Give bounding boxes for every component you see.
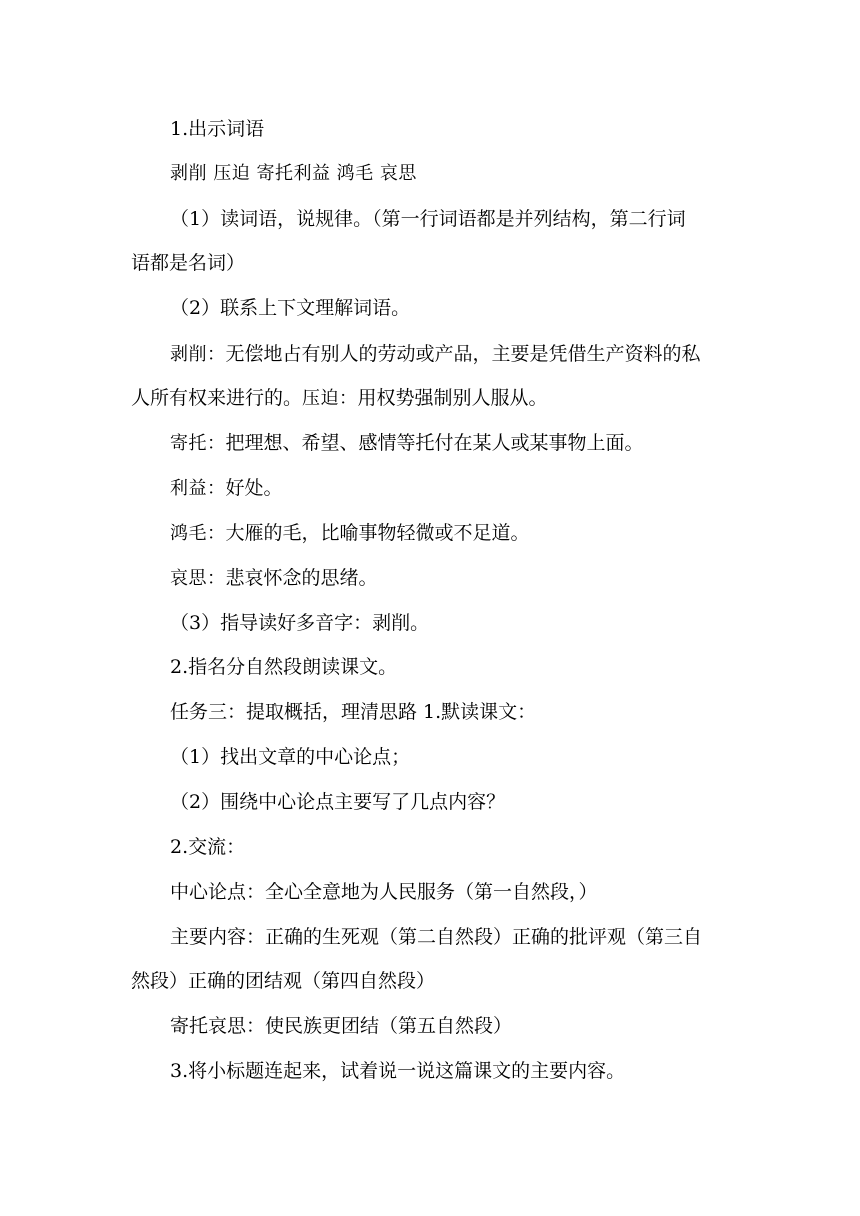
- definition-liyi-text: 好处。: [225, 477, 283, 499]
- term-jituo: 寄托：: [170, 433, 226, 454]
- paragraph-main-content-line1: 主要内容：正确的生死观（第二自然段）正确的批评观（第三自: [170, 926, 703, 948]
- paragraph-mourning: 寄托哀思：使民族更团结（第五自然段）: [170, 1015, 513, 1037]
- paragraph-context-understand: （2）联系上下文理解词语。: [170, 297, 411, 319]
- paragraph-read-words-line1: （1）读词语，说规律。（第一行词语都是并列结构，第二行词: [170, 208, 686, 230]
- definition-jituo-text: 把理想、希望、感情等托付在某人或某事物上面。: [225, 432, 644, 454]
- definition-liyi: [170, 476, 780, 501]
- paragraph-summarize: 3.将小标题连起来，试着说一说这篇课文的主要内容。: [170, 1060, 626, 1082]
- definition-jituo: [170, 431, 780, 456]
- definition-boxue-text-cont: 人所有权来进行的。: [131, 387, 303, 409]
- paragraph-read-aloud: 2.指名分自然段朗读课文。: [170, 656, 398, 678]
- word-list: 剥削 压迫 寄托利益 鸿毛 哀思: [170, 163, 417, 184]
- paragraph-main-content-line2: 然段）正确的团结观（第四自然段）: [131, 970, 436, 992]
- term-boxue: 剥削：: [170, 344, 226, 365]
- term-hongmao: 鸿毛：: [170, 523, 226, 544]
- term-yapo: 压迫：: [302, 388, 358, 409]
- definition-aisi: [170, 566, 780, 591]
- paragraph-show-words: 1.出示词语: [170, 118, 265, 140]
- definition-boxue-text: 无偿地占有别人的劳动或产品，主要是凭借生产资料的私: [225, 343, 701, 365]
- paragraph-read-words-line2: 语都是名词）: [131, 252, 246, 274]
- paragraph-polyphonic: （3）指导读好多音字：剥削。: [170, 612, 430, 634]
- term-aisi: 哀思：: [170, 568, 226, 589]
- paragraph-task-three: 任务三：提取概括，理清思路 1.默读课文：: [170, 701, 537, 723]
- definition-aisi-text: 悲哀怀念的思绪。: [225, 567, 378, 589]
- paragraph-find-thesis: （1）找出文章的中心论点；: [170, 746, 411, 768]
- definition-boxue-line2: [131, 386, 741, 411]
- paragraph-exchange: 2.交流：: [170, 836, 246, 858]
- definition-hongmao: [170, 521, 780, 546]
- paragraph-points-content: （2）围绕中心论点主要写了几点内容？: [170, 791, 506, 813]
- definition-hongmao-text: 大雁的毛，比喻事物轻微或不足道。: [225, 522, 530, 544]
- definition-yapo-text: 用权势强制别人服从。: [357, 387, 548, 409]
- paragraph-central-thesis: 中心论点：全心全意地为人民服务（第一自然段，）: [170, 881, 598, 903]
- term-liyi: 利益：: [170, 478, 226, 499]
- definition-boxue-line1: [170, 342, 780, 367]
